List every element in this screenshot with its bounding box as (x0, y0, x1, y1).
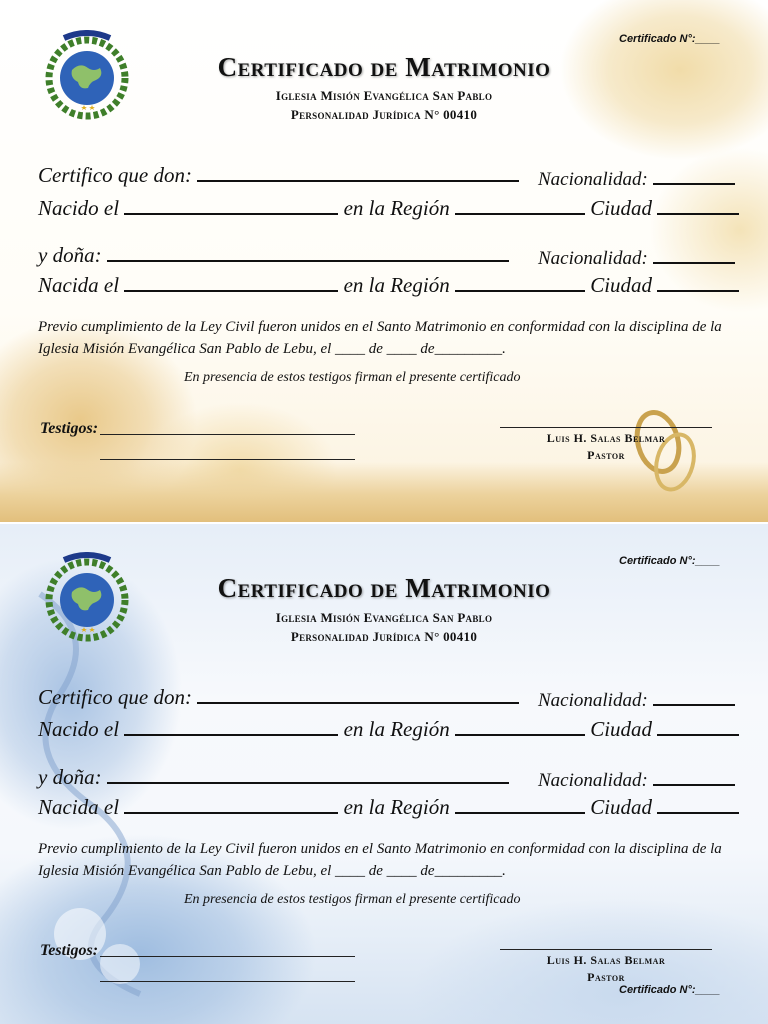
groom-birth-date-field[interactable] (124, 195, 338, 215)
certificate-number: Certificado N°:____ (619, 555, 720, 567)
region-label: en la Región (343, 795, 450, 819)
groom-label: Certifico que don: (38, 685, 192, 709)
pastor-name: Luis H. Salas Belmar (546, 953, 666, 967)
presence-text: En presencia de estos testigos firman el presente certificado (184, 370, 521, 385)
groom-line (38, 162, 519, 188)
witness-1-field[interactable] (100, 956, 355, 957)
bride-birth-line (38, 794, 739, 820)
bride-birth-date-field[interactable] (124, 272, 338, 292)
born-label: Nacida el (38, 795, 120, 819)
legal-registration: Personalidad Jurídica N° 00410 (290, 107, 478, 122)
bride-line (38, 764, 509, 790)
groom-city-field[interactable] (657, 716, 739, 736)
city-label: Ciudad (590, 717, 653, 741)
bride-name-field[interactable] (107, 764, 509, 784)
pastor-title: Pastor (587, 448, 625, 462)
groom-birth-date-field[interactable] (124, 716, 338, 736)
groom-birth-line (38, 195, 739, 221)
bride-nationality (538, 766, 735, 792)
groom-birth-line (38, 716, 739, 742)
groom-nationality-field[interactable] (653, 686, 735, 706)
groom-region-field[interactable] (455, 195, 585, 215)
region-label: en la Región (343, 273, 450, 297)
certificate-body: Previo cumplimiento de la Ley Civil fueron unidos en el Santo Matrimonio en conformidad con la disciplina de la Iglesia Misión Evangélica San Pablo de Lebu, el ____ de ____ de_________. (38, 319, 722, 357)
groom-region-field[interactable] (455, 716, 585, 736)
church-name: Iglesia Misión Evangélica San Pablo (275, 88, 493, 103)
nationality-label: Nacionalidad: (538, 169, 648, 190)
groom-nationality-field[interactable] (653, 165, 735, 185)
witness-1-field[interactable] (100, 434, 355, 435)
groom-nationality (538, 165, 735, 191)
witnesses-label: Testigos: (40, 942, 99, 959)
born-label: Nacida el (38, 273, 120, 297)
bride-city-field[interactable] (657, 794, 739, 814)
born-label: Nacido el (38, 717, 120, 741)
region-label: en la Región (343, 717, 450, 741)
pastor-signature-field[interactable] (500, 949, 712, 950)
groom-city-field[interactable] (657, 195, 739, 215)
certificate-number-footer: Certificado N°:____ (619, 984, 720, 996)
witness-2-field[interactable] (100, 459, 355, 460)
born-label: Nacido el (38, 196, 120, 220)
bride-region-field[interactable] (455, 794, 585, 814)
bride-city-field[interactable] (657, 272, 739, 292)
bride-label: y doña: (38, 243, 102, 267)
city-label: Ciudad (590, 273, 653, 297)
groom-name-field[interactable] (197, 684, 519, 704)
region-label: en la Región (343, 196, 450, 220)
bride-nationality-field[interactable] (653, 244, 735, 264)
city-label: Ciudad (590, 795, 653, 819)
pastor-title: Pastor (587, 970, 625, 984)
bride-birth-date-field[interactable] (124, 794, 338, 814)
certificate-blue (0, 524, 768, 1024)
certificate-body: Previo cumplimiento de la Ley Civil fueron unidos en el Santo Matrimonio en conformidad con la disciplina de la Iglesia Misión Evangélica San Pablo de Lebu, el ____ de ____ de_________. (38, 841, 722, 879)
pastor-name: Luis H. Salas Belmar (546, 431, 666, 445)
groom-nationality (538, 686, 735, 712)
groom-label: Certifico que don: (38, 163, 192, 187)
bride-label: y doña: (38, 765, 102, 789)
witness-2-field[interactable] (100, 981, 355, 982)
bride-nationality-field[interactable] (653, 766, 735, 786)
bride-line (38, 242, 509, 268)
bride-nationality (538, 244, 735, 270)
bride-region-field[interactable] (455, 272, 585, 292)
nationality-label: Nacionalidad: (538, 690, 648, 711)
church-name: Iglesia Misión Evangélica San Pablo (275, 610, 493, 625)
page-title: Certificado de Matrimonio (217, 52, 551, 82)
nationality-label: Nacionalidad: (538, 248, 648, 269)
bride-birth-line (38, 272, 739, 298)
witnesses-label: Testigos: (40, 420, 99, 437)
pastor-signature-field[interactable] (500, 427, 712, 428)
city-label: Ciudad (590, 196, 653, 220)
legal-registration: Personalidad Jurídica N° 00410 (290, 629, 478, 644)
groom-name-field[interactable] (197, 162, 519, 182)
groom-line (38, 684, 519, 710)
bride-name-field[interactable] (107, 242, 509, 262)
certificate-number: Certificado N°:____ (619, 33, 720, 45)
presence-text: En presencia de estos testigos firman el presente certificado (184, 892, 521, 907)
nationality-label: Nacionalidad: (538, 770, 648, 791)
wedding-rings-icon (620, 392, 710, 502)
page-title: Certificado de Matrimonio (217, 573, 551, 603)
